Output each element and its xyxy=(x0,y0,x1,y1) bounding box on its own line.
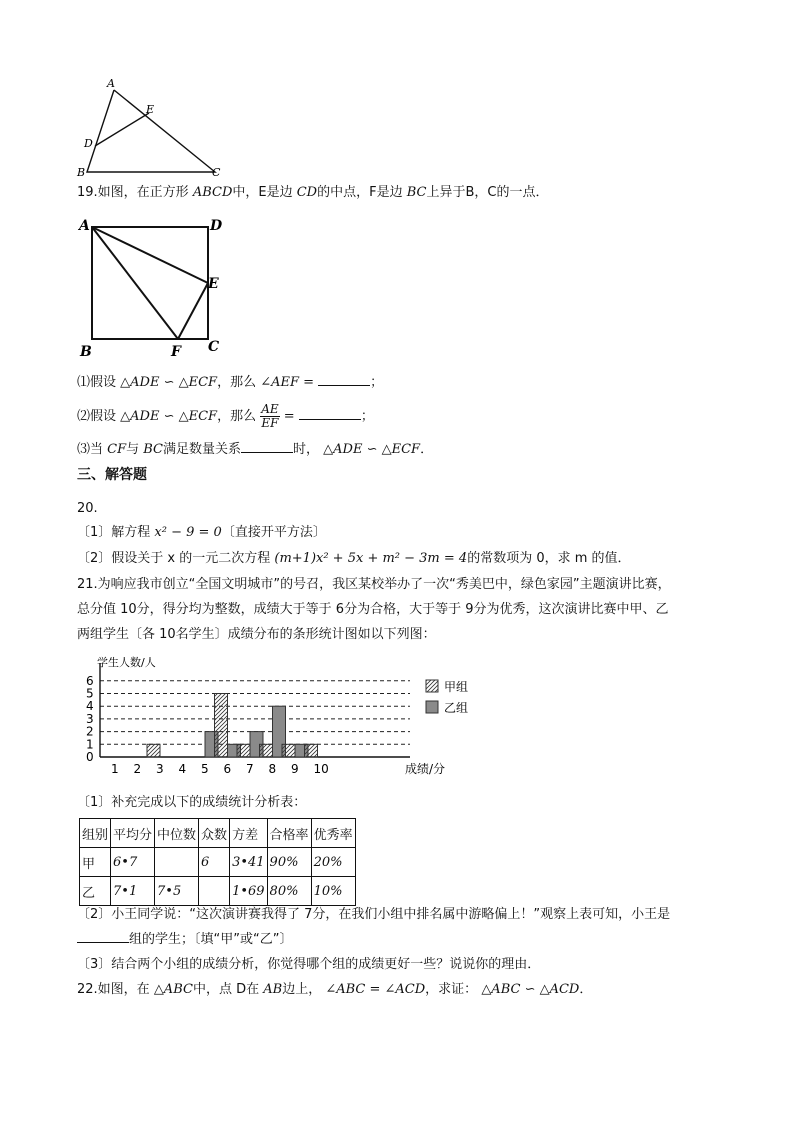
table-cell: 7•5 xyxy=(155,877,199,906)
table-header: 众数 xyxy=(199,819,230,848)
table-row xyxy=(80,848,356,877)
score-bar-chart xyxy=(80,655,469,780)
table-cell: 甲 xyxy=(80,848,111,877)
x-tick-label: 10 xyxy=(313,762,329,776)
q21-line1: 21.为响应我市创立“全国文明城市”的号召，我区某校举办了一次“秀美巴中，绿色家园”主题演讲比赛， xyxy=(77,577,671,592)
table-header-row xyxy=(80,819,356,848)
x-tick-label: 7 xyxy=(246,762,254,776)
q21-part2-line1: 〔2〕小王同学说：“这次演讲赛我得了 7分，在我们小组中排名属中游略偏上！”观察上表可知，小王是 xyxy=(77,907,671,922)
legend-swatch-b xyxy=(426,701,438,713)
q21-part3: 〔3〕结合两个小组的成绩分析，你觉得哪个组的成绩更好一些？说说你的理由． xyxy=(77,957,541,972)
q21-part2-line2: 组的学生；〔填“甲”或“乙”〕 xyxy=(77,930,292,949)
stats-table xyxy=(79,818,356,906)
answer-blank xyxy=(318,373,370,386)
x-tick-label: 1 xyxy=(111,762,119,776)
table-cell: 1•69 xyxy=(230,877,267,906)
x-tick-label: 5 xyxy=(201,762,209,776)
fig18-label-d: D xyxy=(84,137,93,150)
x-tick-label: 9 xyxy=(291,762,299,776)
answer-blank xyxy=(241,440,293,453)
x-tick-label: 4 xyxy=(178,762,187,776)
table-cell: 80% xyxy=(267,877,311,906)
table-row xyxy=(80,877,356,906)
y-tick-label: 4 xyxy=(86,699,94,714)
fraction-ae-ef: $\frac{AE}{EF}$ xyxy=(261,402,279,430)
fig19-label-d: D xyxy=(210,218,223,234)
table-cell xyxy=(155,848,199,877)
fig19-label-c: C xyxy=(208,339,220,355)
bar-series-a xyxy=(260,744,273,757)
table-cell: 10% xyxy=(311,877,355,906)
q20-part2: 〔2〕假设关于 x 的一元二次方程 (m+1)x² + 5x + m² − 3m = 4的常数项为 0，求 m 的值． xyxy=(77,551,631,566)
legend-label-b: 乙组 xyxy=(444,701,469,715)
x-axis-label: 成绩/分 xyxy=(405,762,446,776)
fig19-label-b: B xyxy=(80,344,92,360)
table-cell: 20% xyxy=(311,848,355,877)
fig18-label-a: A xyxy=(107,77,115,90)
q21-line2: 总分值 10分，得分均为整数，成绩大于等于 6分为合格，大于等于 9分为优秀，这次演讲比赛中甲、乙 xyxy=(77,602,669,617)
fig18-label-e: E xyxy=(146,103,155,116)
y-tick-label: 2 xyxy=(86,724,94,739)
y-tick-label: 1 xyxy=(86,737,94,752)
x-tick-label: 2 xyxy=(133,762,142,776)
q19-stem: 19.如图，在正方形 ABCD中，E是边 CD的中点，F是边 BC上异于B，C的一点． xyxy=(77,185,549,200)
q21-part1: 〔1〕补充完成以下的成绩统计分析表： xyxy=(77,795,307,810)
table-header: 中位数 xyxy=(155,819,199,848)
answer-blank xyxy=(77,930,129,943)
table-header: 组别 xyxy=(80,819,111,848)
y-tick-label: 3 xyxy=(86,711,94,726)
table-cell xyxy=(199,877,230,906)
x-tick-label: 6 xyxy=(223,762,232,776)
q21-line3: 两组学生〔各 10名学生〕成绩分布的条形统计图如以下列图： xyxy=(77,627,436,642)
table-cell: 90% xyxy=(267,848,311,877)
q20-number: 20. xyxy=(77,501,98,516)
legend-swatch-a xyxy=(426,680,438,692)
q19-part1: ⑴假设 △ADE ∽ △ECF，那么 ∠AEF = ； xyxy=(77,375,384,390)
x-tick-label: 3 xyxy=(156,762,164,776)
fig19-label-e: E xyxy=(208,276,219,292)
q19-part3: ⑶当 CF与 BC满足数量关系 时， △ADE ∽ △ECF． xyxy=(77,442,434,457)
q20-part1: 〔1〕解方程 x² − 9 = 0〔直接开平方法〕 xyxy=(77,525,326,540)
legend-label-a: 甲组 xyxy=(444,680,469,694)
y-tick-label: 5 xyxy=(86,686,94,701)
bar-series-a xyxy=(237,744,250,757)
x-tick-label: 8 xyxy=(268,762,277,776)
q22-stem: 22.如图，在 △ABC中，点 D在 AB边上， ∠ABC = ∠ACD，求证： △ABC ∽ △ACD． xyxy=(77,982,593,997)
fig19-label-f: F xyxy=(171,344,181,360)
table-header: 合格率 xyxy=(267,819,311,848)
fig19-label-a: A xyxy=(79,218,90,234)
table-header: 方差 xyxy=(230,819,267,848)
table-cell: 3•41 xyxy=(230,848,267,877)
bar-series-a xyxy=(282,744,295,757)
table-cell: 7•1 xyxy=(111,877,155,906)
table-header: 平均分 xyxy=(111,819,155,848)
table-cell: 乙 xyxy=(80,877,111,906)
triangle-figure-18 xyxy=(75,75,235,180)
bar-series-a xyxy=(215,694,228,758)
section-heading: 三、解答题 xyxy=(77,467,147,483)
q19-part2: ⑵假设 △ADE ∽ △ECF，那么 $\frac{AE}{EF}$ = ； xyxy=(77,402,374,430)
y-tick-label: 6 xyxy=(86,673,94,688)
y-axis-label: 学生人数/人 xyxy=(97,656,156,669)
table-cell: 6•7 xyxy=(111,848,155,877)
y-tick-label: 0 xyxy=(86,750,94,764)
table-cell: 6 xyxy=(199,848,230,877)
bar-series-a xyxy=(305,744,318,757)
square-figure-19 xyxy=(75,212,235,362)
fig18-label-b: B xyxy=(77,166,86,179)
bar-series-a xyxy=(147,744,160,757)
fig18-label-c: C xyxy=(212,166,221,179)
answer-blank xyxy=(299,407,361,420)
table-header: 优秀率 xyxy=(311,819,355,848)
